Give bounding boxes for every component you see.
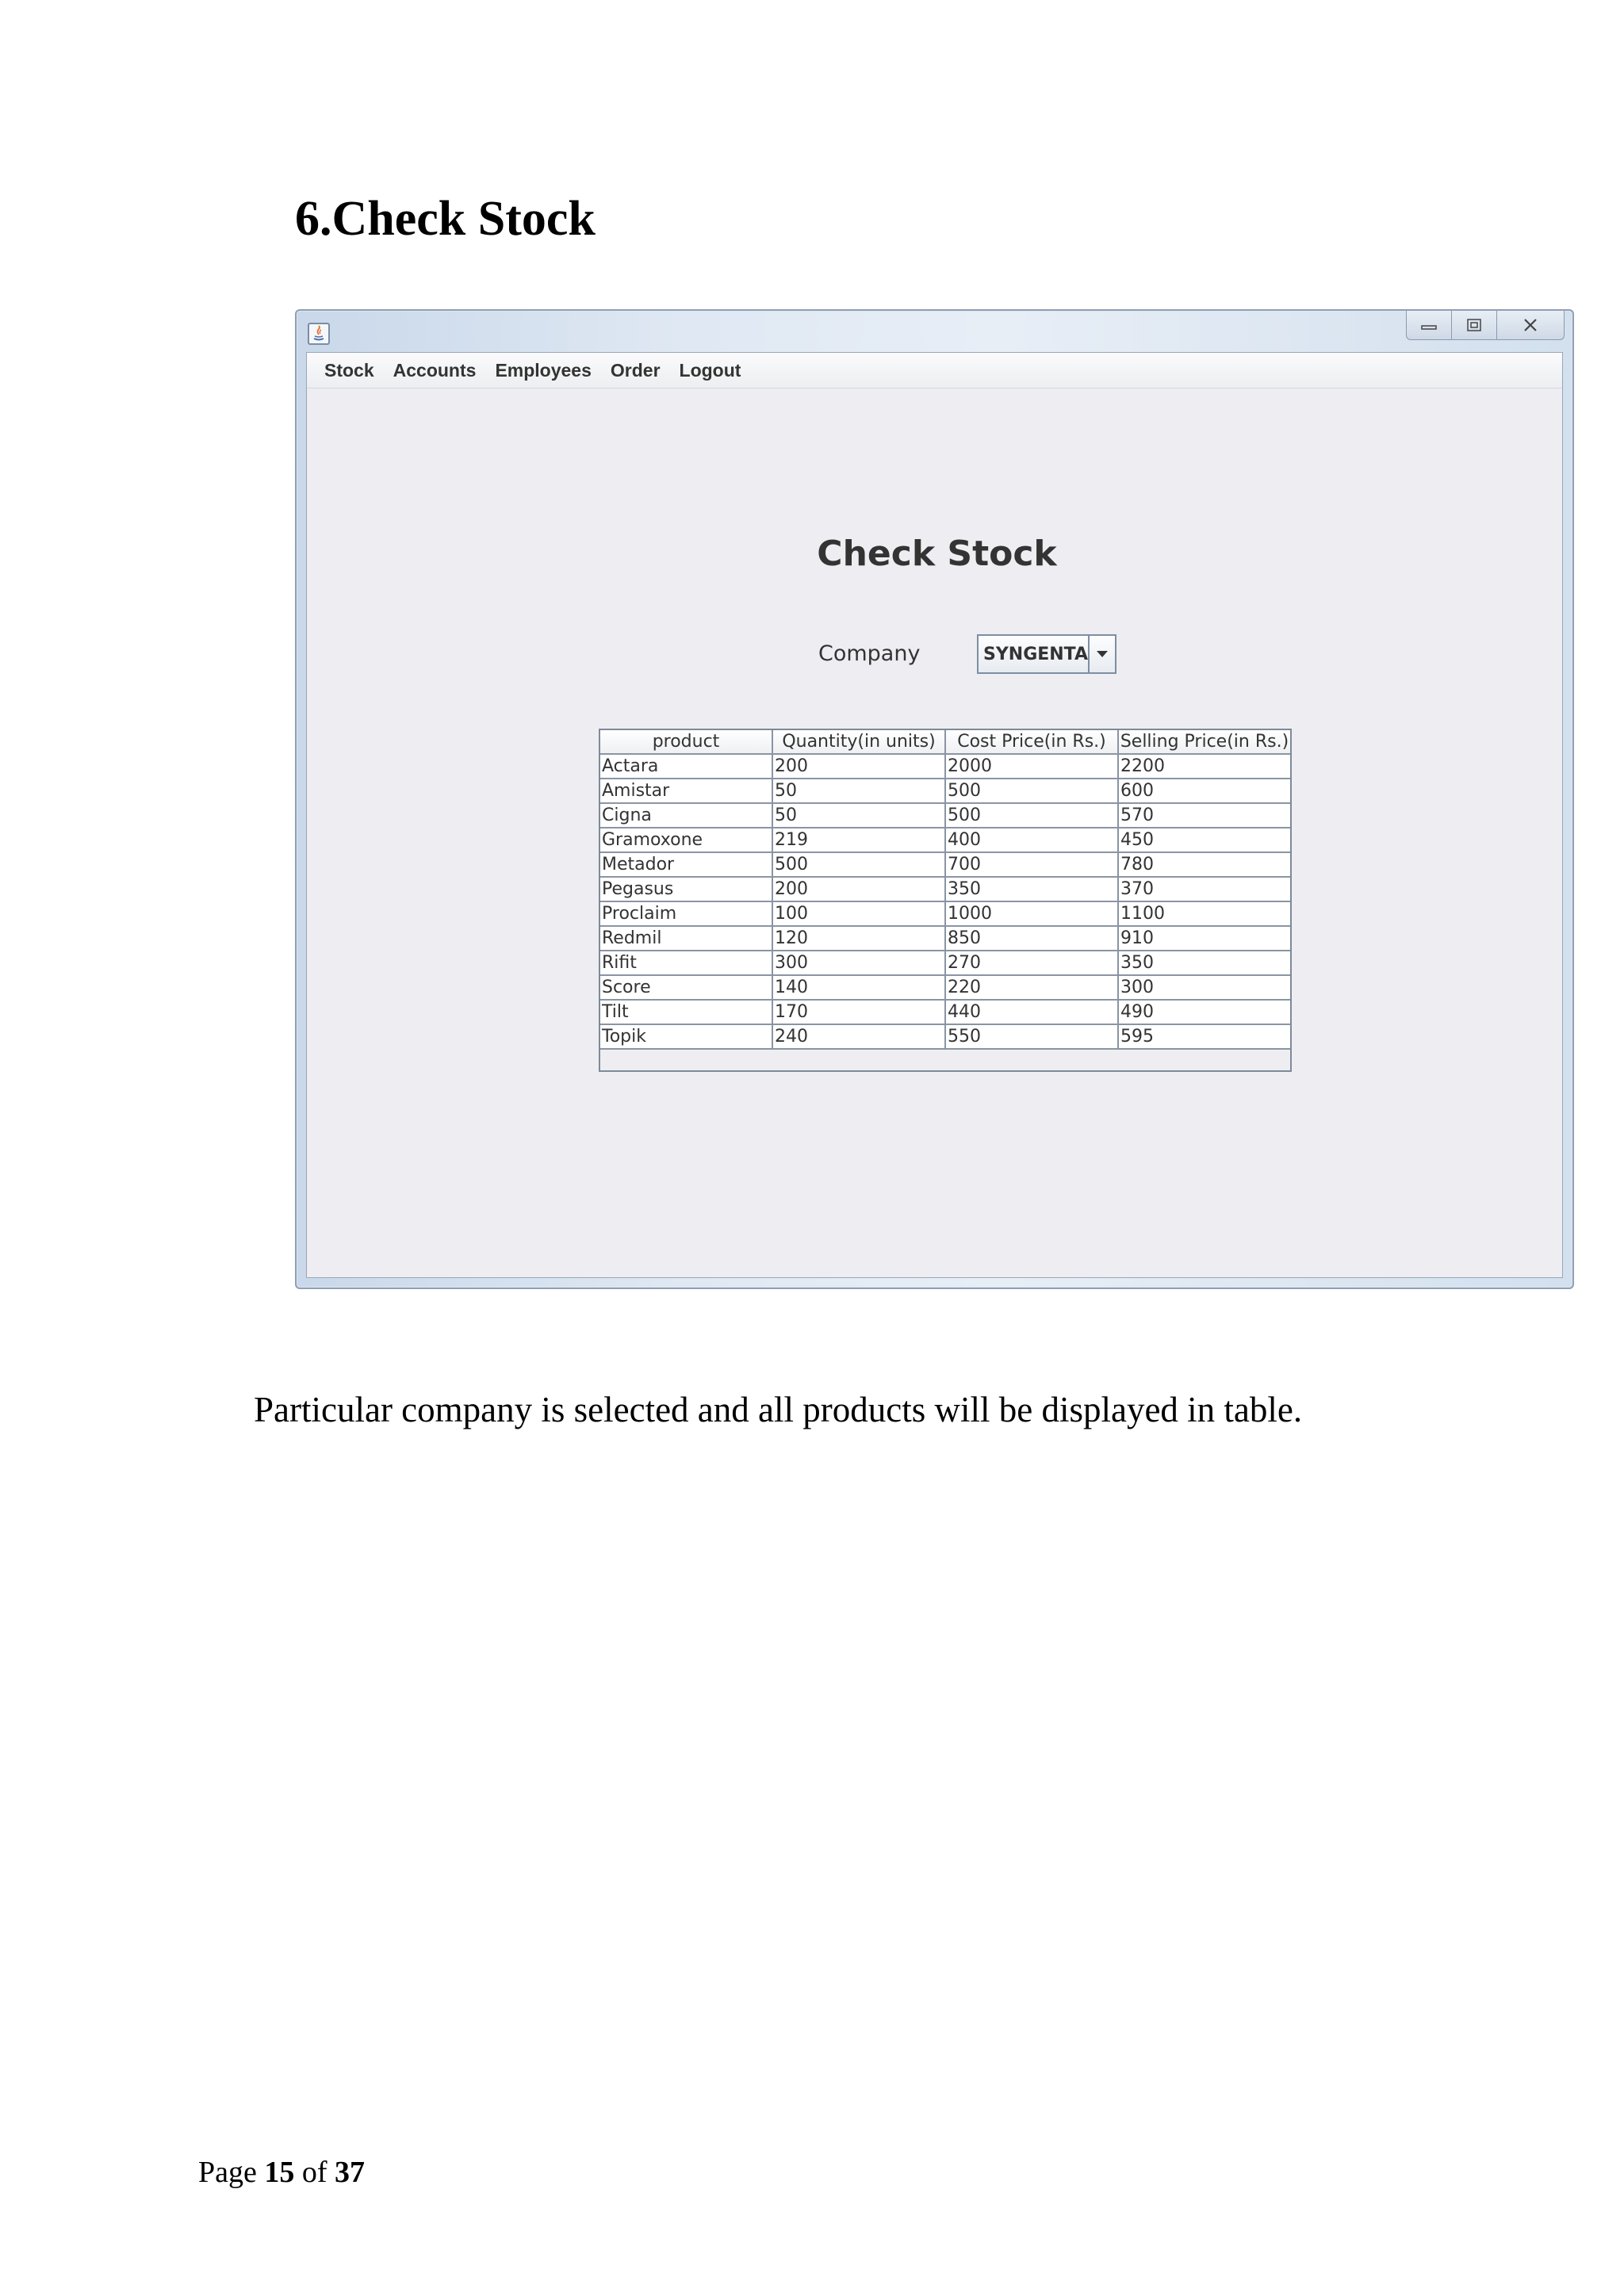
page-number: 15 [264, 2156, 295, 2189]
table-row[interactable] [600, 803, 1290, 828]
of-word: of [301, 2156, 327, 2189]
window-titlebar[interactable] [297, 311, 1572, 352]
stock-table-container[interactable] [599, 729, 1292, 1072]
cell-quantity: 170 [772, 1000, 945, 1024]
stock-table [600, 730, 1290, 1050]
cell-cost-price: 2000 [945, 754, 1118, 779]
page-total: 37 [335, 2156, 366, 2189]
cell-quantity: 50 [772, 803, 945, 828]
cell-product: Rifit [600, 951, 772, 975]
cell-selling-price: 2200 [1118, 754, 1290, 779]
cell-cost-price: 400 [945, 828, 1118, 852]
cell-product: Pegasus [600, 877, 772, 901]
app-window [295, 309, 1574, 1289]
menu-accounts[interactable]: Accounts [393, 359, 477, 381]
cell-selling-price: 595 [1118, 1024, 1290, 1049]
cell-selling-price: 490 [1118, 1000, 1290, 1024]
caption-text: Particular company is selected and all products will be displayed in table. [254, 1390, 1303, 1429]
menu-order[interactable]: Order [610, 359, 661, 381]
cell-quantity: 200 [772, 754, 945, 779]
cell-quantity: 50 [772, 779, 945, 803]
cell-quantity: 120 [772, 926, 945, 951]
cell-quantity: 140 [772, 975, 945, 1000]
table-row[interactable] [600, 754, 1290, 779]
table-row[interactable] [600, 828, 1290, 852]
cell-selling-price: 1100 [1118, 901, 1290, 926]
minimize-icon[interactable] [1407, 311, 1452, 339]
menu-logout[interactable]: Logout [679, 359, 741, 381]
column-header-selling-price[interactable]: Selling Price(in Rs.) [1118, 730, 1290, 754]
table-row[interactable] [600, 779, 1290, 803]
menu-employees[interactable]: Employees [495, 359, 592, 381]
table-row[interactable] [600, 877, 1290, 901]
table-row[interactable] [600, 951, 1290, 975]
cell-cost-price: 220 [945, 975, 1118, 1000]
cell-product: Topik [600, 1024, 772, 1049]
column-header-product[interactable]: product [600, 730, 772, 754]
cell-quantity: 100 [772, 901, 945, 926]
cell-cost-price: 550 [945, 1024, 1118, 1049]
cell-selling-price: 350 [1118, 951, 1290, 975]
cell-cost-price: 1000 [945, 901, 1118, 926]
table-row[interactable] [600, 901, 1290, 926]
cell-quantity: 219 [772, 828, 945, 852]
cell-selling-price: 370 [1118, 877, 1290, 901]
cell-selling-price: 450 [1118, 828, 1290, 852]
cell-quantity: 300 [772, 951, 945, 975]
company-label: Company [818, 641, 921, 666]
cell-cost-price: 350 [945, 877, 1118, 901]
company-dropdown-value: SYNGENTA [983, 644, 1089, 664]
cell-product: Actara [600, 754, 772, 779]
company-dropdown[interactable] [977, 634, 1116, 674]
cell-quantity: 500 [772, 852, 945, 877]
cell-cost-price: 500 [945, 779, 1118, 803]
cell-selling-price: 570 [1118, 803, 1290, 828]
cell-product: Redmil [600, 926, 772, 951]
java-icon[interactable] [308, 323, 330, 345]
table-row[interactable] [600, 1000, 1290, 1024]
table-row[interactable] [600, 1024, 1290, 1049]
cell-product: Gramoxone [600, 828, 772, 852]
stock-table-body [600, 754, 1290, 1049]
cell-quantity: 200 [772, 877, 945, 901]
cell-product: Cigna [600, 803, 772, 828]
menu-stock[interactable]: Stock [324, 359, 374, 381]
page-footer [198, 2155, 365, 2190]
cell-quantity: 240 [772, 1024, 945, 1049]
cell-cost-price: 440 [945, 1000, 1118, 1024]
cell-cost-price: 500 [945, 803, 1118, 828]
column-header-cost-price[interactable]: Cost Price(in Rs.) [945, 730, 1118, 754]
form-title: Check Stock [817, 534, 1057, 574]
table-row[interactable] [600, 926, 1290, 951]
window-content [306, 352, 1563, 1278]
table-header-row [600, 730, 1290, 754]
cell-product: Amistar [600, 779, 772, 803]
cell-product: Metador [600, 852, 772, 877]
window-controls [1406, 311, 1565, 340]
cell-selling-price: 600 [1118, 779, 1290, 803]
chevron-down-icon[interactable] [1088, 636, 1115, 672]
close-icon[interactable] [1497, 311, 1564, 339]
cell-selling-price: 910 [1118, 926, 1290, 951]
table-row[interactable] [600, 975, 1290, 1000]
cell-cost-price: 850 [945, 926, 1118, 951]
cell-product: Tilt [600, 1000, 772, 1024]
page-word: Page [198, 2156, 257, 2189]
menu-bar [307, 353, 1562, 388]
cell-product: Score [600, 975, 772, 1000]
cell-selling-price: 780 [1118, 852, 1290, 877]
table-row[interactable] [600, 852, 1290, 877]
column-header-quantity[interactable]: Quantity(in units) [772, 730, 945, 754]
cell-cost-price: 700 [945, 852, 1118, 877]
cell-cost-price: 270 [945, 951, 1118, 975]
section-heading: 6.Check Stock [295, 192, 596, 246]
cell-product: Proclaim [600, 901, 772, 926]
maximize-icon[interactable] [1452, 311, 1497, 339]
cell-selling-price: 300 [1118, 975, 1290, 1000]
